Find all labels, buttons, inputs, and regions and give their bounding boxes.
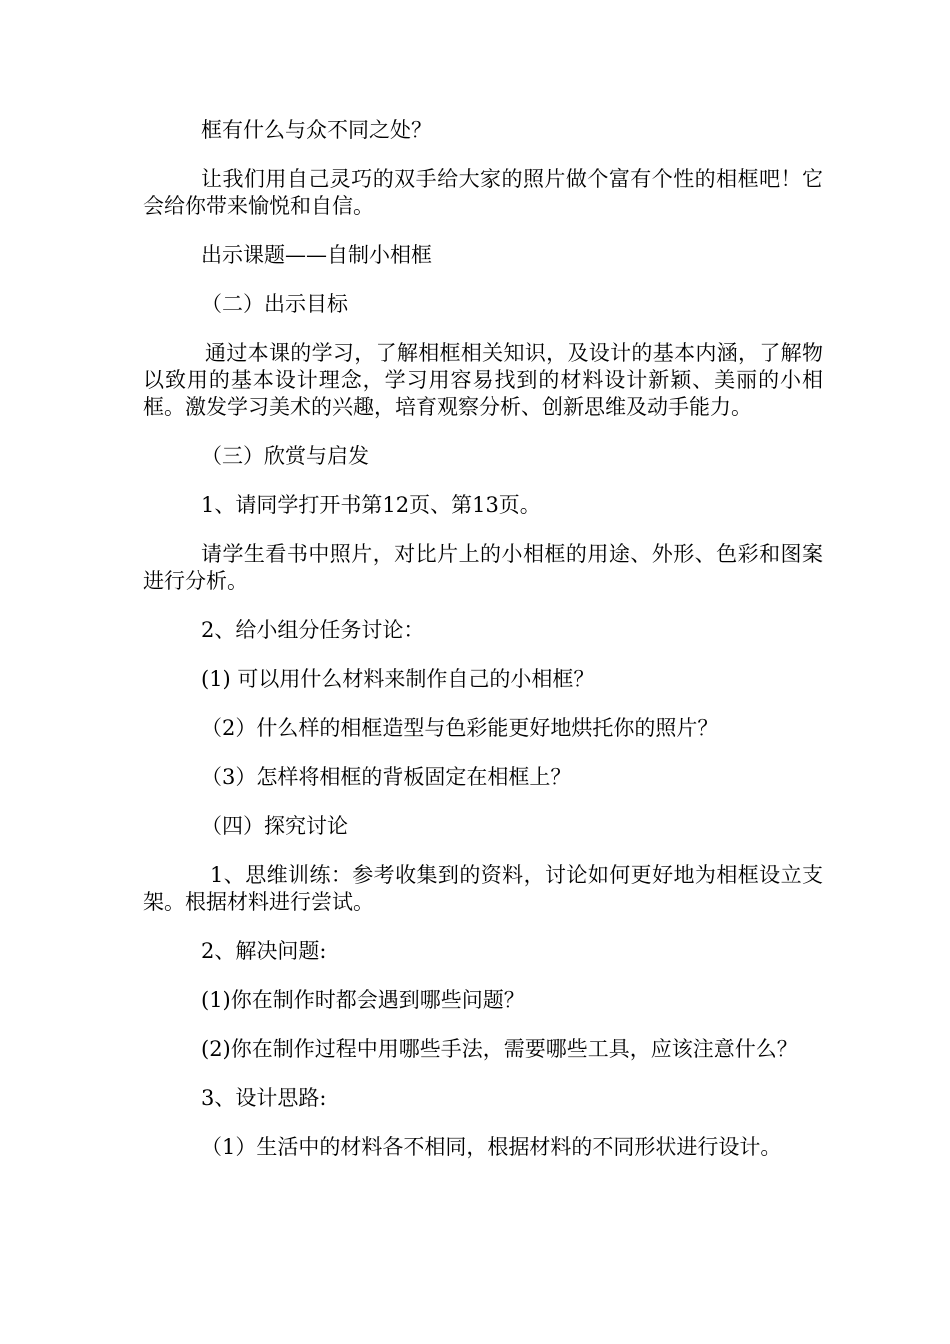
heading-appreciation: （三）欣赏与启发 — [201, 444, 369, 468]
heading-exploration: （四）探究讨论 — [201, 814, 348, 838]
list-item-question-3: （3）怎样将相框的背板固定在相框上？ — [201, 765, 572, 789]
paragraph-solve-problems: 2、解决问题: — [201, 939, 327, 963]
list-item-problem-1: (1)你在制作时都会遇到哪些问题？ — [201, 988, 525, 1012]
paragraph-lesson-title: 出示课题——自制小相框 — [201, 243, 432, 267]
list-item-problem-2: (2)你在制作过程中用哪些手法，需要哪些工具，应该注意什么？ — [201, 1037, 798, 1061]
paragraph-frame-question: 框有什么与众不同之处？ — [201, 118, 432, 142]
paragraph-analyze-photos: 请学生看书中照片，对比片上的小相框的用途、外形、色彩和图案进行分析。 — [143, 542, 823, 593]
paragraph-make-frame: 让我们用自己灵巧的双手给大家的照片做个富有个性的相框吧！它会给你带来愉悦和自信。 — [143, 167, 823, 218]
paragraph-design-ideas: 3、设计思路: — [201, 1086, 327, 1110]
paragraph-objectives: 通过本课的学习，了解相框相关知识，及设计的基本内涵，了解物以致用的基本设计理念，学习用容易找到的材料设计新颖、美丽的小相框。激发学习美术的兴趣，培育观察分析、创新思维及动手能力。 — [143, 341, 823, 419]
paragraph-open-book: 1、请同学打开书第12页、第13页。 — [201, 493, 541, 517]
document-body — [143, 117, 823, 1183]
paragraph-thinking-training: 1、思维训练：参考收集到的资料，讨论如何更好地为相框设立支架。根据材料进行尝试。 — [143, 863, 823, 914]
list-item-question-2: （2）什么样的相框造型与色彩能更好地烘托你的照片？ — [201, 716, 719, 740]
paragraph-group-discussion: 2、给小组分任务讨论： — [201, 618, 425, 642]
heading-objectives: （二）出示目标 — [201, 292, 348, 316]
list-item-question-1: (1) 可以用什么材料来制作自己的小相框？ — [201, 667, 595, 691]
list-item-design-1: （1）生活中的材料各不相同，根据材料的不同形状进行设计。 — [201, 1135, 782, 1159]
